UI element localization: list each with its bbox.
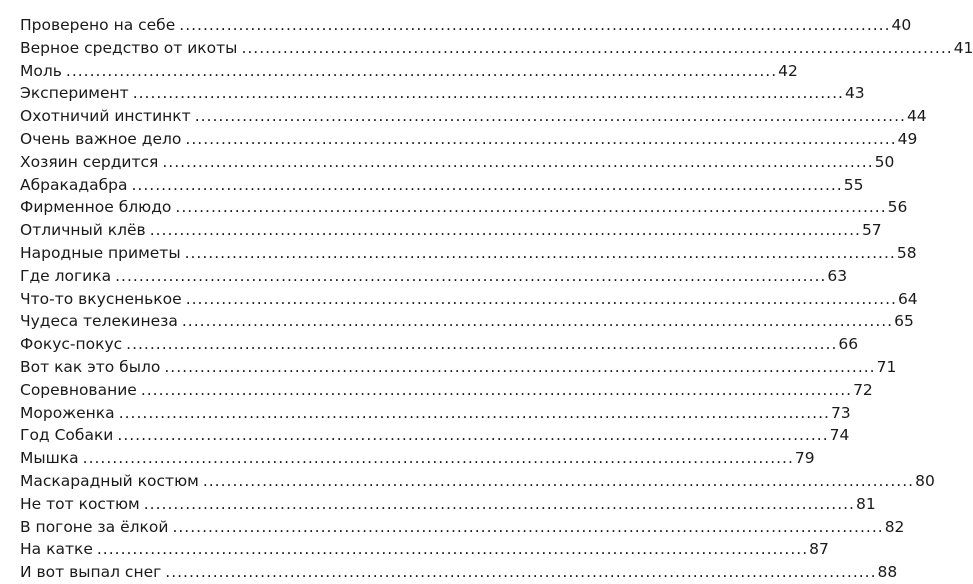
toc-entry-page-number: 87 (809, 540, 829, 559)
toc-entry-page-number: 63 (827, 266, 848, 285)
toc-entry-page-number: 81 (855, 494, 876, 513)
toc-entry[interactable] (20, 356, 897, 379)
toc-entry[interactable] (20, 60, 798, 83)
toc-entry-title: Год Собаки (20, 426, 114, 445)
toc-entry-page-number: 56 (887, 198, 908, 217)
toc-dot-leader: ........................................................................................................................ (181, 312, 894, 331)
toc-entry-title: Моль (20, 61, 62, 80)
toc-entry[interactable] (20, 288, 918, 311)
toc-entry-title: Эксперимент (20, 84, 129, 103)
toc-entry-page-number: 57 (861, 221, 882, 240)
toc-entry[interactable] (20, 379, 873, 402)
toc-dot-leader: ........................................................................................................................ (175, 198, 887, 217)
toc-entry-page-number: 41 (953, 38, 973, 57)
toc-entry-title: Проверено на себе (20, 16, 176, 34)
toc-entry[interactable] (20, 333, 859, 356)
toc-entry-title: Народные приметы (20, 243, 181, 262)
toc-dot-leader: ........................................................................................................................ (241, 38, 953, 57)
toc-dot-leader: ........................................................................................................................ (65, 61, 778, 80)
toc-dot-leader: ........................................................................................................................ (172, 517, 884, 536)
toc-dot-leader: ........................................................................................................................ (162, 152, 874, 171)
toc-entry-page-number: 71 (876, 357, 897, 376)
toc-entry-title: Где логика (20, 266, 112, 285)
toc-dot-leader: ........................................................................................................................ (126, 335, 838, 354)
toc-entry-title: Не тот костюм (20, 494, 140, 513)
toc-entry-page-number: 80 (915, 471, 935, 490)
toc-entry[interactable] (20, 151, 895, 174)
toc-dot-leader: ........................................................................................................................ (179, 16, 891, 34)
toc-entry[interactable] (20, 128, 918, 151)
toc-dot-leader: ........................................................................................................................ (115, 266, 827, 285)
toc-entry[interactable] (20, 402, 851, 425)
toc-dot-leader: ........................................................................................................................ (96, 540, 809, 559)
toc-entry-page-number: 73 (830, 403, 851, 422)
toc-entry-title: Верное средство от икоты (20, 38, 238, 57)
toc-dot-leader: ........................................................................................................................ (82, 449, 794, 468)
toc-entry-page-number: 44 (906, 107, 927, 126)
toc-entry-page-number: 55 (843, 175, 864, 194)
toc-entry-page-number: 42 (778, 61, 798, 80)
toc-entry[interactable] (20, 538, 829, 561)
toc-dot-leader: ........................................................................................................................ (132, 84, 844, 103)
toc-entry[interactable] (20, 219, 882, 242)
toc-dot-leader: ........................................................................................................................ (143, 494, 855, 513)
toc-entry[interactable] (20, 310, 914, 333)
toc-dot-leader: ........................................................................................................................ (165, 563, 877, 582)
toc-entry[interactable] (20, 242, 917, 265)
toc-dot-leader: ........................................................................................................................ (118, 403, 830, 422)
toc-entry-page-number: 40 (891, 16, 912, 34)
toc-entry-title: Мышка (20, 449, 79, 468)
toc-entry-title: И вот выпал снег (20, 563, 162, 582)
toc-entry-page-number: 64 (897, 289, 918, 308)
toc-entry-page-number: 50 (874, 152, 895, 171)
toc-entry-page-number: 65 (894, 312, 914, 331)
toc-dot-leader: ........................................................................................................................ (131, 175, 843, 194)
toc-entry[interactable] (20, 82, 865, 105)
toc-entry-page-number: 43 (844, 84, 865, 103)
toc-dot-leader: ........................................................................................................................ (140, 380, 853, 399)
toc-entry-title: Фирменное блюдо (20, 198, 172, 217)
toc-entry-page-number: 74 (829, 426, 850, 445)
toc-entry-title: Хозяин сердится (20, 152, 159, 171)
toc-entry-page-number: 72 (853, 380, 873, 399)
toc-entry-page-number: 82 (884, 517, 905, 536)
toc-entry-title: Мороженка (20, 403, 115, 422)
toc-dot-leader: ........................................................................................................................ (185, 289, 897, 308)
toc-entry[interactable] (20, 105, 927, 128)
toc-entry[interactable] (20, 174, 864, 197)
toc-dot-leader: ........................................................................................................................ (164, 357, 876, 376)
toc-dot-leader: ........................................................................................................................ (185, 129, 897, 148)
toc-dot-leader: ........................................................................................................................ (184, 243, 896, 262)
toc-entry-title: Абракадабра (20, 175, 128, 194)
table-of-contents (20, 14, 973, 584)
toc-dot-leader: ........................................................................................................................ (202, 471, 915, 490)
toc-entry-title: В погоне за ёлкой (20, 517, 169, 536)
toc-entry-title: Фокус-покус (20, 335, 123, 354)
toc-entry[interactable] (20, 265, 848, 288)
toc-entry[interactable] (20, 14, 912, 37)
toc-entry-page-number: 49 (897, 129, 918, 148)
toc-dot-leader: ........................................................................................................................ (149, 221, 861, 240)
toc-entry-title: Вот как это было (20, 357, 161, 376)
toc-entry[interactable] (20, 196, 908, 219)
toc-entry-page-number: 58 (896, 243, 917, 262)
toc-entry[interactable] (20, 37, 973, 60)
toc-entry-title: Соревнование (20, 380, 137, 399)
toc-entry-title: Что-то вкусненькое (20, 289, 182, 308)
toc-entry-title: Очень важное дело (20, 129, 182, 148)
toc-entry-title: Маскарадный костюм (20, 471, 199, 490)
toc-dot-leader: ........................................................................................................................ (117, 426, 829, 445)
toc-entry[interactable] (20, 561, 898, 584)
toc-entry-title: На катке (20, 540, 93, 559)
toc-entry[interactable] (20, 424, 850, 447)
toc-entry-page-number: 66 (838, 335, 859, 354)
toc-entry-page-number: 79 (794, 449, 815, 468)
toc-entry-title: Чудеса телекинеза (20, 312, 178, 331)
toc-entry-page-number: 88 (877, 563, 898, 582)
toc-entry-title: Охотничий инстинкт (20, 107, 191, 126)
toc-entry[interactable] (20, 516, 905, 539)
toc-entry[interactable] (20, 447, 815, 470)
toc-dot-leader: ........................................................................................................................ (194, 107, 906, 126)
toc-entry[interactable] (20, 493, 876, 516)
toc-entry-title: Отличный клёв (20, 221, 146, 240)
toc-entry[interactable] (20, 470, 935, 493)
